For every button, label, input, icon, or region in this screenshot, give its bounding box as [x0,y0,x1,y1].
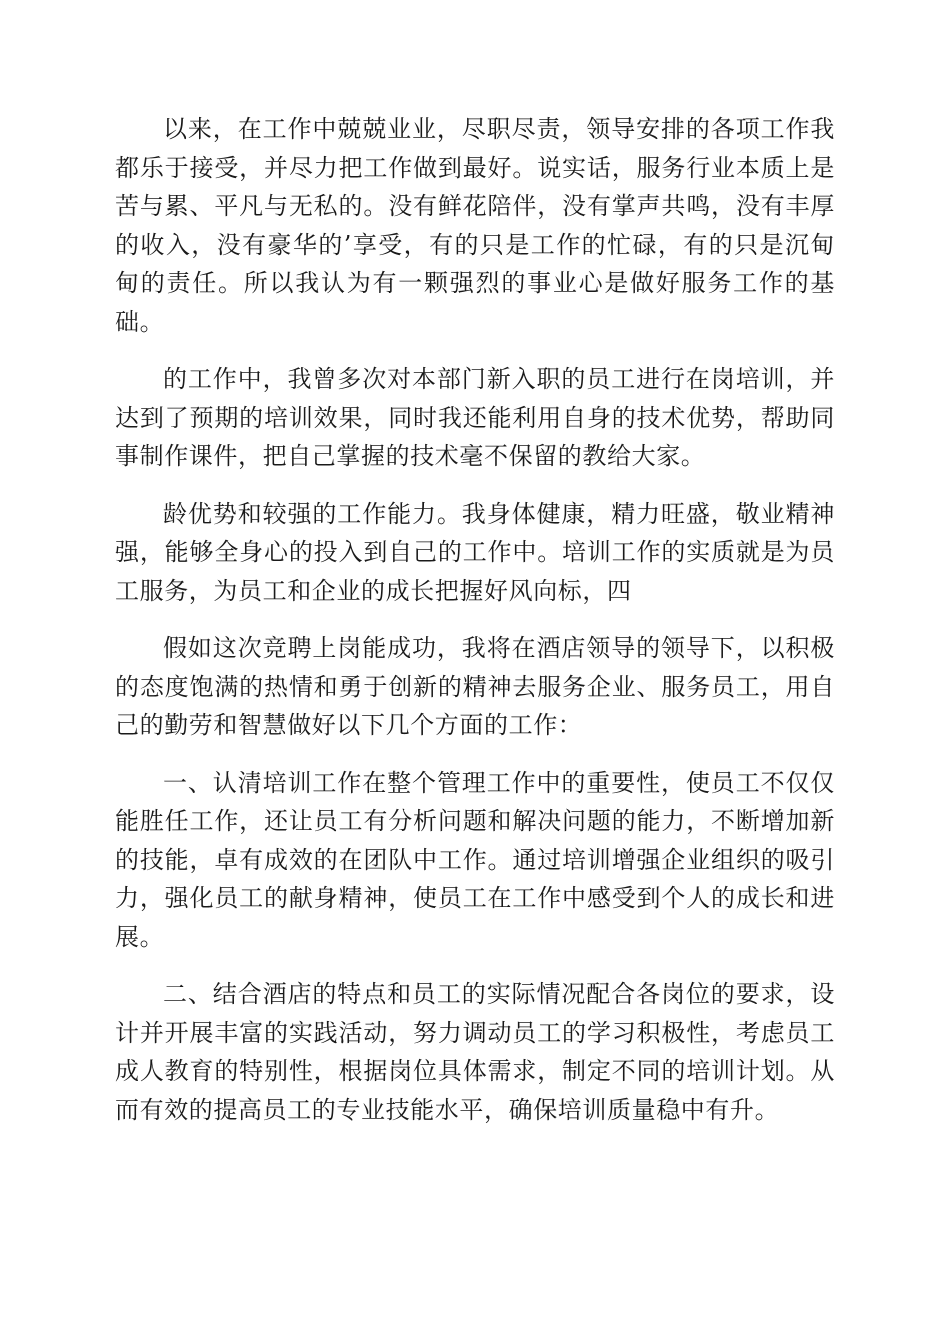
paragraph-2: 的工作中，我曾多次对本部门新入职的员工进行在岗培训，并达到了预期的培训效果，同时我还能利用自身的技术优势，帮助同事制作课件，把自己掌握的技术毫不保留的教给大家。 [115,365,835,470]
paragraph-3: 龄优势和较强的工作能力。我身体健康，精力旺盛，敬业精神强，能够全身心的投入到自己的工作中。培训工作的实质就是为员工服务，为员工和企业的成长把握好风向标，四 [115,499,835,605]
paragraph-5: 一、认清培训工作在整个管理工作中的重要性，使员工不仅仅能胜任工作，还让员工有分析问题和解决问题的能力，不断增加新的技能，卓有成效的在团队中工作。通过培训增强企业组织的吸引力，强化员工的献身精神，使员工在工作中感受到个人的成长和进展。 [115,768,835,951]
paragraph-6: 二、结合酒店的特点和员工的实际情况配合各岗位的要求，设计并开展丰富的实践活动，努力调动员工的学习积极性，考虑员工成人教育的特别性，根据岗位具体需求，制定不同的培训计划。从而有效的提高员工的专业技能水平，确保培训质量稳中有升。 [115,980,835,1124]
document-body [115,110,835,1129]
paragraph-4: 假如这次竞聘上岗能成功，我将在酒店领导的领导下，以积极的态度饱满的热情和勇于创新的精神去服务企业、服务员工，用自己的勤劳和智慧做好以下几个方面的工作： [115,634,835,739]
paragraph-1: 以来，在工作中兢兢业业，尽职尽责，领导安排的各项工作我都乐于接受，并尽力把工作做到最好。说实话，服务行业本质上是苦与累、平凡与无私的。没有鲜花陪伴，没有掌声共鸣，没有丰厚的收入，没有豪华的’享受，有的只是工作的忙碌，有的只是沉甸甸的责任。所以我认为有一颗强烈的事业心是做好服务工作的基础。 [115,115,835,336]
